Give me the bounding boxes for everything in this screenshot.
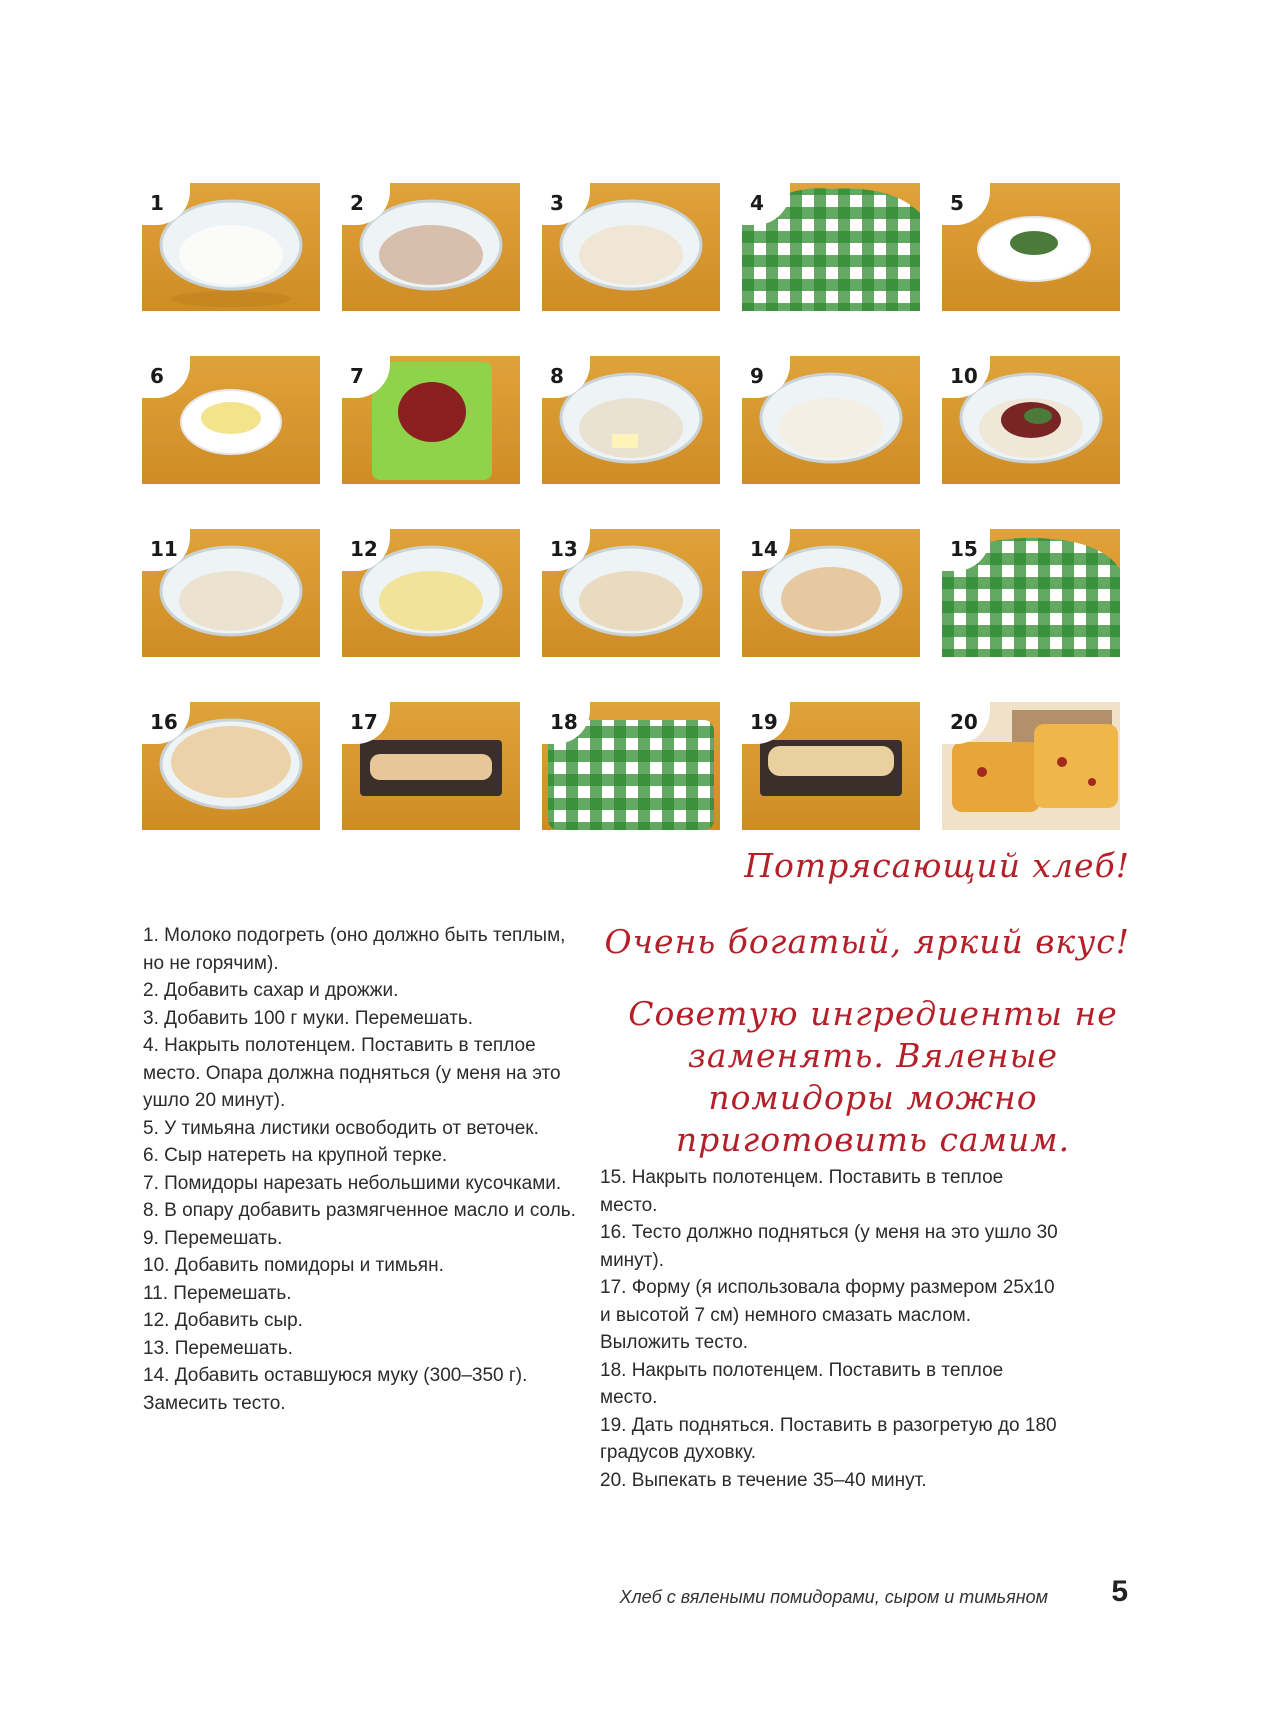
step-photo-7 [342,356,520,484]
steps-list-right [600,1164,1060,1494]
step-item: 5. У тимьяна листики освободить от веточек. [143,1117,539,1139]
step-photo-3 [542,183,720,311]
step-photo-9 [742,356,920,484]
step-photo-18 [542,702,720,830]
step-item: 7. Помидоры нарезать небольшими кусочками. [143,1172,562,1194]
step-item: 12. Добавить сыр. [143,1310,303,1331]
step-item: 4. Накрыть полотенцем. Поставить в теплое место. Опара должна подняться (у меня на это ушло 20 минут). [143,1035,561,1111]
step-item: 13. Перемешать. [143,1337,293,1359]
step-number: 10 [942,356,990,398]
step-item: 11. Перемешать. [143,1282,292,1304]
step-photo-11 [142,529,320,657]
step-photo-1 [142,183,320,311]
step-number: 7 [342,356,390,398]
step-number: 19 [742,702,790,744]
step-number: 14 [742,529,790,571]
step-item: 3. Добавить 100 г муки. Перемешать. [143,1007,474,1029]
step-number: 3 [542,183,590,225]
step-item: 6. Сыр натереть на крупной терке. [143,1145,448,1166]
step-number: 18 [542,702,590,744]
step-item: 16. Тесто должно подняться (у меня на это ушло 30 минут). [600,1222,1058,1271]
step-number: 13 [542,529,590,571]
step-item: 18. Накрыть полотенцем. Поставить в теплое место. [600,1359,1004,1408]
step-number: 9 [742,356,790,398]
step-photo-10 [942,356,1120,484]
step-number: 16 [142,702,190,744]
step-item: 10. Добавить помидоры и тимьян. [143,1255,444,1276]
step-number: 20 [942,702,990,744]
step-item: 8. В опару добавить размягченное масло и соль. [143,1200,576,1221]
step-number: 1 [142,183,190,225]
step-item: 9. Перемешать. [143,1227,283,1249]
step-photo-4 [742,183,920,311]
tagline-advice: Советую ингредиенты не заменять. Вяленые помидоры можно приготовить самим. [628,994,1118,1159]
step-item: 15. Накрыть полотенцем. Поставить в теплое место. [600,1167,1004,1216]
step-photo-6 [142,356,320,484]
tagline-amazing-bread: Потрясающий хлеб! [744,846,1130,885]
step-photo-5 [942,183,1120,311]
page-number: 5 [1111,1575,1128,1608]
step-photo-2 [342,183,520,311]
step-photo-13 [542,529,720,657]
tagline-rich-taste: Очень богатый, яркий вкус! [604,922,1130,961]
step-photo-19 [742,702,920,830]
step-number: 11 [142,529,190,571]
step-number: 8 [542,356,590,398]
step-photo-20 [942,702,1120,830]
step-photo-14 [742,529,920,657]
step-photo-8 [542,356,720,484]
step-number: 6 [142,356,190,398]
step-number: 15 [942,529,990,571]
step-photo-grid [142,183,1122,830]
step-photo-12 [342,529,520,657]
step-photo-15 [942,529,1120,657]
step-number: 2 [342,183,390,225]
step-number: 5 [942,183,990,225]
step-photo-16 [142,702,320,830]
step-item: 20. Выпекать в течение 35–40 минут. [600,1469,927,1491]
step-item: 14. Добавить оставшуюся муку (300–350 г). Замесить тесто. [143,1365,528,1414]
step-item: 1. Молоко подогреть (оно должно быть теплым, но не горячим). [143,925,566,974]
recipe-title-footer: Хлеб с вялеными помидорами, сыром и тимьяном [619,1587,1048,1607]
step-photo-17 [342,702,520,830]
steps-list-left [143,922,583,1417]
step-item: 17. Форму (я использовала форму размером 25х10 и высотой 7 см) немного смазать маслом. Выложить тесто. [600,1277,1055,1353]
step-item: 19. Дать подняться. Поставить в разогретую до 180 градусов духовку. [600,1414,1057,1463]
step-item: 2. Добавить сахар и дрожжи. [143,980,399,1001]
step-number: 17 [342,702,390,744]
step-number: 4 [742,183,790,225]
step-number: 12 [342,529,390,571]
